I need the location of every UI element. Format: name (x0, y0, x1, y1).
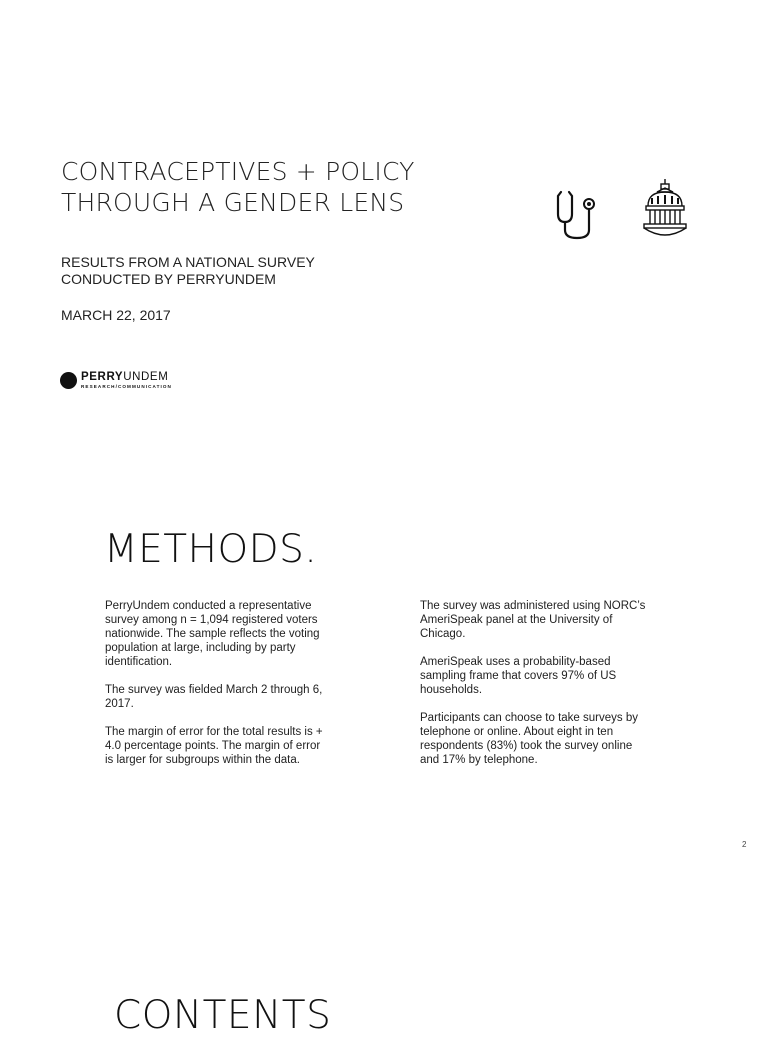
methods-paragraph: Participants can choose to take surveys by telephone or online. About eight in ten respondents (83%) took the survey online and 17% by telephone. (420, 712, 638, 766)
page-number: 2 (742, 840, 747, 849)
methods-heading: METHODS. (104, 527, 318, 572)
report-title (61, 156, 415, 218)
methods-paragraph: AmeriSpeak uses a probability-based sampling frame that covers 97% of US households. (420, 656, 617, 696)
methods-paragraph: The survey was fielded March 2 through 6, 2017. (105, 684, 323, 710)
logo-wordmark-light: UNDEM (123, 371, 169, 383)
methods-paragraph: The margin of error for the total results is + 4.0 percentage points. The margin of error is larger for subgroups within the data. (105, 726, 323, 766)
logo-wordmark (81, 371, 168, 383)
capitol-dome-icon (639, 178, 691, 242)
title-line-1: CONTRACEPTIVES + POLICY (61, 157, 415, 186)
report-subtitle (61, 254, 315, 288)
title-line-2: THROUGH A GENDER LENS (61, 188, 405, 217)
methods-left-column (105, 599, 327, 781)
logo-mark-icon (60, 372, 77, 389)
methods-paragraph: PerryUndem conducted a representative survey among n = 1,094 registered voters nationwide. The sample reflects the voting population at large, including by party identification. (105, 600, 320, 668)
subtitle-line-2: CONDUCTED BY PERRYUNDEM (61, 271, 276, 287)
contents-heading: CONTENTS (114, 993, 332, 1038)
subtitle-line-1: RESULTS FROM A NATIONAL SURVEY (61, 254, 315, 270)
methods-right-column (420, 599, 648, 781)
stethoscope-icon (553, 188, 603, 242)
logo-wordmark-bold: PERRY (81, 371, 124, 383)
methods-paragraph: The survey was administered using NORC’s AmeriSpeak panel at the University of Chicago. (420, 600, 646, 640)
report-date: MARCH 22, 2017 (61, 307, 171, 323)
logo-tagline: RESEARCH/COMMUNICATION (81, 384, 172, 389)
